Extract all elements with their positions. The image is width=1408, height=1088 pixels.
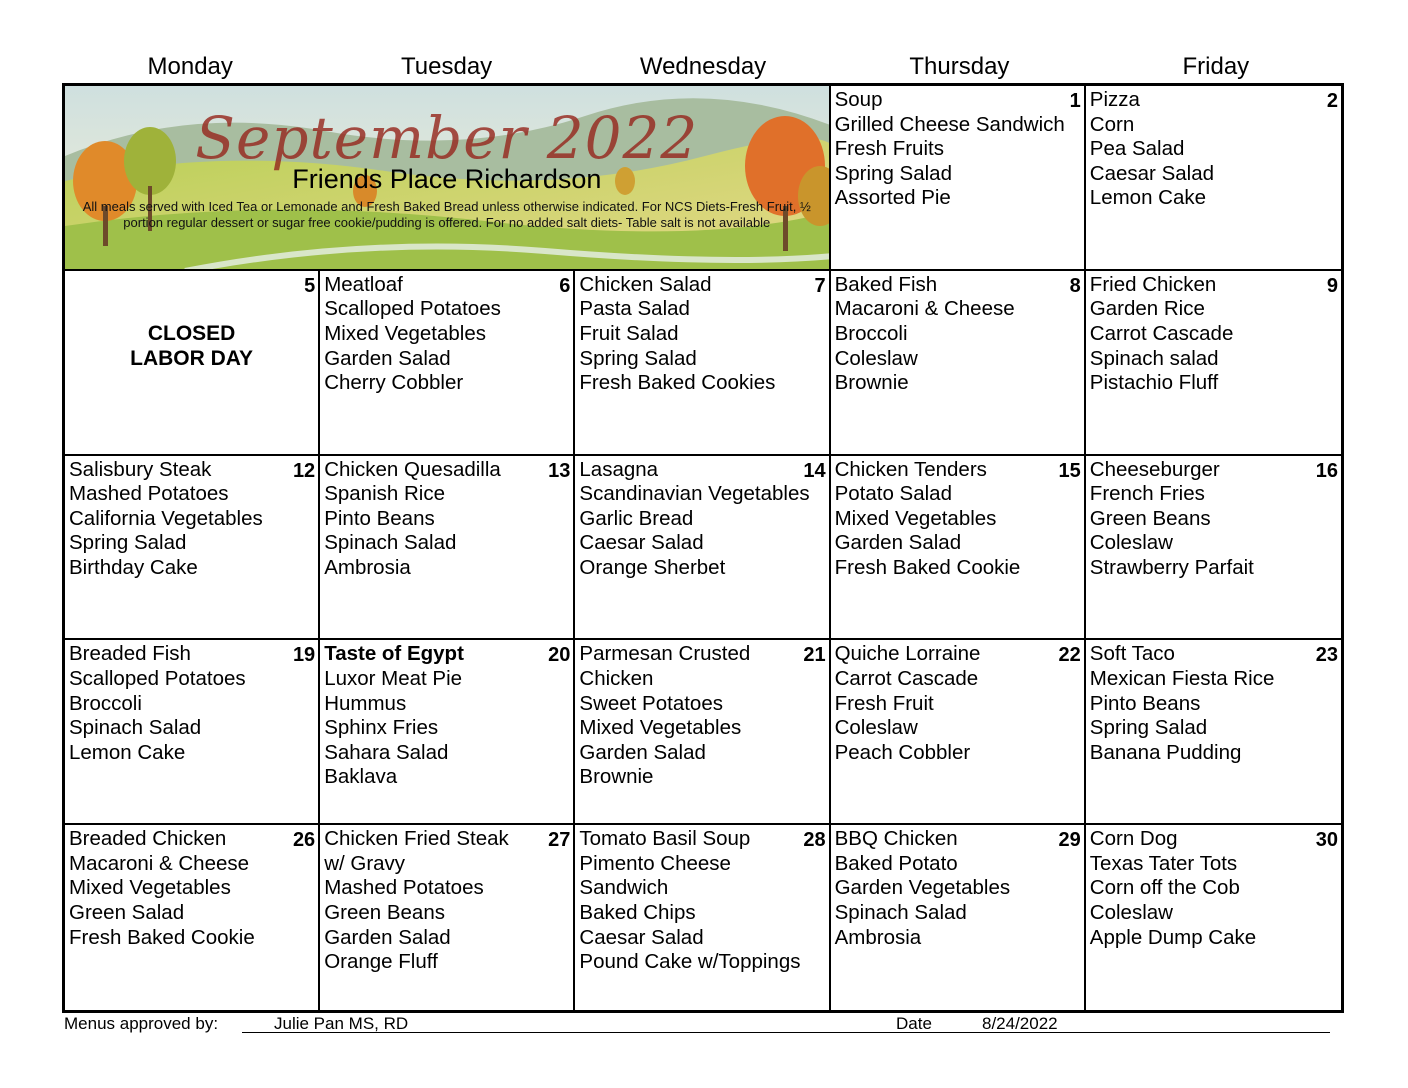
day-number: 26 <box>292 829 316 852</box>
menu-item: Pizza <box>1089 88 1140 111</box>
month-banner <box>65 86 831 271</box>
menu-item: Fresh Baked Cookies <box>579 371 776 395</box>
day-number: 19 <box>292 644 316 667</box>
menu-item: Carrot Cascade <box>834 666 979 690</box>
menu-item: Hummus <box>324 691 407 715</box>
closed-notice-line: LABOR DAY <box>130 346 254 370</box>
menu-item: Pinto Beans <box>324 506 435 530</box>
closed-notice <box>65 321 318 371</box>
menu-item: Lemon Cake <box>1089 186 1207 210</box>
menu-item: Apple Dump Cake <box>1089 925 1257 949</box>
menu-item: Orange Sherbet <box>579 555 726 579</box>
meal-notes: All meals served with Iced Tea or Lemonade and Fresh Baked Bread unless otherwise indicated. For NCS Diets-Fresh Fruit, ½ portion regular dessert or sugar free cookie/pudding is offered. For no added salt diets- Table salt is not available <box>82 199 811 230</box>
day-number: 22 <box>1058 644 1081 667</box>
menu-item: Breaded Chicken <box>69 827 227 851</box>
day-number: 20 <box>548 644 571 667</box>
day-number: 15 <box>1058 459 1081 482</box>
menu-item: Coleslaw <box>834 346 918 370</box>
menu-item: Baked Fish <box>834 272 938 296</box>
day-cell <box>575 640 830 825</box>
menu-item: Carrot Cascade <box>1089 321 1234 345</box>
day-cell <box>831 456 1086 641</box>
day-number: 14 <box>803 459 826 482</box>
day-header-monday: Monday <box>147 53 233 80</box>
menu-item: Brownie <box>834 371 909 395</box>
menu-item: Pinto Beans <box>1089 691 1201 715</box>
menu-item: Garden Vegetables <box>834 876 1011 900</box>
day-cell <box>1086 456 1341 641</box>
day-header-friday: Friday <box>1182 53 1250 80</box>
menu-item: Parmesan Crusted <box>579 642 751 666</box>
menu-item: Salisbury Steak <box>69 457 212 481</box>
menu-item: Coleslaw <box>1089 531 1173 555</box>
menu-item: Baked Chips <box>579 900 696 924</box>
menu-item: French Fries <box>1089 482 1205 506</box>
menu-item: Mexican Fiesta Rice <box>1089 666 1275 690</box>
menu-item: Caesar Salad <box>1089 161 1215 185</box>
menu-item: Spinach salad <box>1089 346 1219 370</box>
menu-item: Fresh Baked Cookie <box>69 925 255 949</box>
day-number: 6 <box>559 274 571 297</box>
menu-item: Fried Chicken <box>1089 272 1217 296</box>
day-number: 7 <box>814 274 826 297</box>
day-cell <box>320 456 575 641</box>
menu-item: w/ Gravy <box>324 851 406 875</box>
menu-item: Mixed Vegetables <box>324 321 487 345</box>
menu-item: Fruit Salad <box>579 321 679 345</box>
day-number: 8 <box>1069 274 1081 297</box>
menu-item: Breaded Fish <box>69 642 191 666</box>
day-cell <box>1086 825 1341 1010</box>
day-cell <box>1086 271 1341 456</box>
menu-item: Birthday Cake <box>69 555 198 579</box>
day-cell <box>831 640 1086 825</box>
menu-item: Sphinx Fries <box>324 716 439 740</box>
menu-item: Spinach Salad <box>324 531 457 555</box>
menu-item: BBQ Chicken <box>834 827 958 851</box>
day-cell <box>320 271 575 456</box>
day-cell <box>1086 640 1341 825</box>
menu-item: Garden Rice <box>1089 297 1205 321</box>
day-cell <box>831 271 1086 456</box>
menu-item: Chicken Fried Steak <box>324 827 509 851</box>
menu-item: Potato Salad <box>834 482 952 506</box>
facility-name: Friends Place Richardson <box>292 164 602 194</box>
menu-item: Fresh Baked Cookie <box>834 555 1021 579</box>
approval-footer <box>64 1012 1334 1036</box>
menu-item: Meatloaf <box>324 272 403 296</box>
day-header-tuesday: Tuesday <box>401 53 493 80</box>
menu-item: Quiche Lorraine <box>834 642 981 666</box>
approved-by-value: Julie Pan MS, RD <box>274 1014 409 1033</box>
menu-item: Broccoli <box>69 691 142 715</box>
menu-item: Strawberry Parfait <box>1089 555 1254 579</box>
menu-item: Sweet Potatoes <box>579 691 723 715</box>
day-cell <box>831 86 1086 271</box>
menu-item: Coleslaw <box>834 716 918 740</box>
menu-item: Spring Salad <box>69 531 187 555</box>
menu-item: Green Beans <box>324 900 445 924</box>
closed-notice-line: CLOSED <box>147 321 236 345</box>
day-number: 2 <box>1326 90 1338 112</box>
menu-item: Spanish Rice <box>324 482 445 506</box>
menu-item: Garden Salad <box>324 346 451 370</box>
day-number: 13 <box>548 459 571 482</box>
menu-item: Ambrosia <box>834 925 922 949</box>
day-number: 1 <box>1069 90 1081 112</box>
menu-item: Scandinavian Vegetables <box>579 482 810 506</box>
menu-item: Green Beans <box>1089 506 1211 530</box>
day-number: 16 <box>1315 459 1338 482</box>
day-cell <box>320 640 575 825</box>
menu-item: Banana Pudding <box>1089 740 1242 764</box>
menu-item: Fresh Fruits <box>834 137 944 161</box>
day-number: 30 <box>1315 829 1338 852</box>
menu-item: Broccoli <box>834 321 908 345</box>
day-cell <box>65 640 320 825</box>
menu-item: Spring Salad <box>834 161 952 185</box>
menu-item: California Vegetables <box>69 506 263 530</box>
menu-item: Cheeseburger <box>1089 457 1220 481</box>
menu-item: Garden Salad <box>324 925 451 949</box>
day-number: 9 <box>1326 274 1338 297</box>
day-cell <box>831 825 1086 1010</box>
day-cell <box>320 825 575 1010</box>
date-label: Date <box>896 1014 932 1033</box>
menu-item: Soft Taco <box>1089 642 1175 666</box>
menu-item: Luxor Meat Pie <box>324 666 463 690</box>
menu-item: Spring Salad <box>579 346 697 370</box>
menu-item: Assorted Pie <box>834 186 951 210</box>
menu-item: Chicken Tenders <box>834 457 987 481</box>
menu-item: Cherry Cobbler <box>324 371 464 395</box>
weekday-header-row <box>62 52 1344 82</box>
menu-item: Texas Tater Tots <box>1089 851 1238 875</box>
menu-item: Corn Dog <box>1089 827 1178 851</box>
menu-item: Macaroni & Cheese <box>834 297 1015 321</box>
menu-item: Pea Salad <box>1089 137 1185 161</box>
menu-item: Peach Cobbler <box>834 740 971 764</box>
menu-item: Baked Potato <box>834 851 958 875</box>
menu-item: Garlic Bread <box>579 506 694 530</box>
menu-item: Macaroni & Cheese <box>69 851 250 875</box>
menu-item: Taste of Egypt <box>324 642 464 666</box>
menu-item: Spring Salad <box>1089 716 1208 740</box>
menu-calendar-grid <box>62 83 1344 1013</box>
menu-item: Corn <box>1089 112 1135 136</box>
menu-item: Caesar Salad <box>579 925 704 949</box>
menu-item: Sandwich <box>579 876 669 900</box>
menu-item: Grilled Cheese Sandwich <box>834 112 1065 136</box>
menu-item: Corn off the Cob <box>1089 876 1240 900</box>
menu-item: Spinach Salad <box>69 716 202 740</box>
menu-item: Garden Salad <box>579 740 706 764</box>
menu-item: Mixed Vegetables <box>579 716 742 740</box>
menu-item: Baklava <box>324 765 398 789</box>
day-cell <box>1086 86 1341 271</box>
menu-item: Caesar Salad <box>579 531 704 555</box>
menu-item: Pound Cake w/Toppings <box>579 950 801 974</box>
menu-item: Garden Salad <box>834 531 962 555</box>
day-header-thursday: Thursday <box>909 53 1010 80</box>
day-number: 23 <box>1315 644 1338 667</box>
menu-item: Chicken Quesadilla <box>324 457 501 481</box>
menu-item: Brownie <box>579 765 654 789</box>
menu-item: Coleslaw <box>1089 900 1173 924</box>
menu-item: Pasta Salad <box>579 297 690 321</box>
menu-item: Mashed Potatoes <box>324 876 484 900</box>
day-cell <box>575 825 830 1010</box>
menu-item: Lemon Cake <box>69 740 186 764</box>
date-value: 8/24/2022 <box>982 1014 1058 1033</box>
day-header-wednesday: Wednesday <box>639 53 767 80</box>
day-cell <box>575 271 830 456</box>
day-cell <box>65 271 320 456</box>
menu-item: Lasagna <box>579 457 659 481</box>
menu-item: Tomato Basil Soup <box>579 827 751 851</box>
menu-item: Chicken Salad <box>579 272 712 296</box>
day-number: 21 <box>803 644 826 667</box>
day-cell <box>65 456 320 641</box>
menu-item: Orange Fluff <box>324 950 438 974</box>
menu-item: Pimento Cheese <box>579 851 731 875</box>
day-number: 28 <box>803 829 826 852</box>
day-cell <box>575 456 830 641</box>
menu-item: Scalloped Potatoes <box>324 297 501 321</box>
menu-item: Pistachio Fluff <box>1089 371 1219 395</box>
menu-item: Soup <box>834 88 883 111</box>
menu-item: Chicken <box>579 666 654 690</box>
day-number: 5 <box>304 274 316 297</box>
approved-by-label: Menus approved by: <box>64 1014 219 1033</box>
menu-item: Fresh Fruit <box>834 691 934 715</box>
menu-item: Sahara Salad <box>324 740 449 764</box>
menu-item: Mashed Potatoes <box>69 482 229 506</box>
menu-item: Spinach Salad <box>834 900 967 924</box>
day-number: 29 <box>1058 829 1081 852</box>
day-number: 27 <box>548 829 571 852</box>
day-number: 12 <box>292 459 316 482</box>
menu-item: Ambrosia <box>324 555 411 579</box>
menu-item: Mixed Vegetables <box>69 876 231 900</box>
day-cell <box>65 825 320 1010</box>
menu-item: Scalloped Potatoes <box>69 666 246 690</box>
month-script-title: September 2022 <box>195 104 699 172</box>
menu-item: Mixed Vegetables <box>834 506 997 530</box>
menu-item: Green Salad <box>69 900 185 924</box>
